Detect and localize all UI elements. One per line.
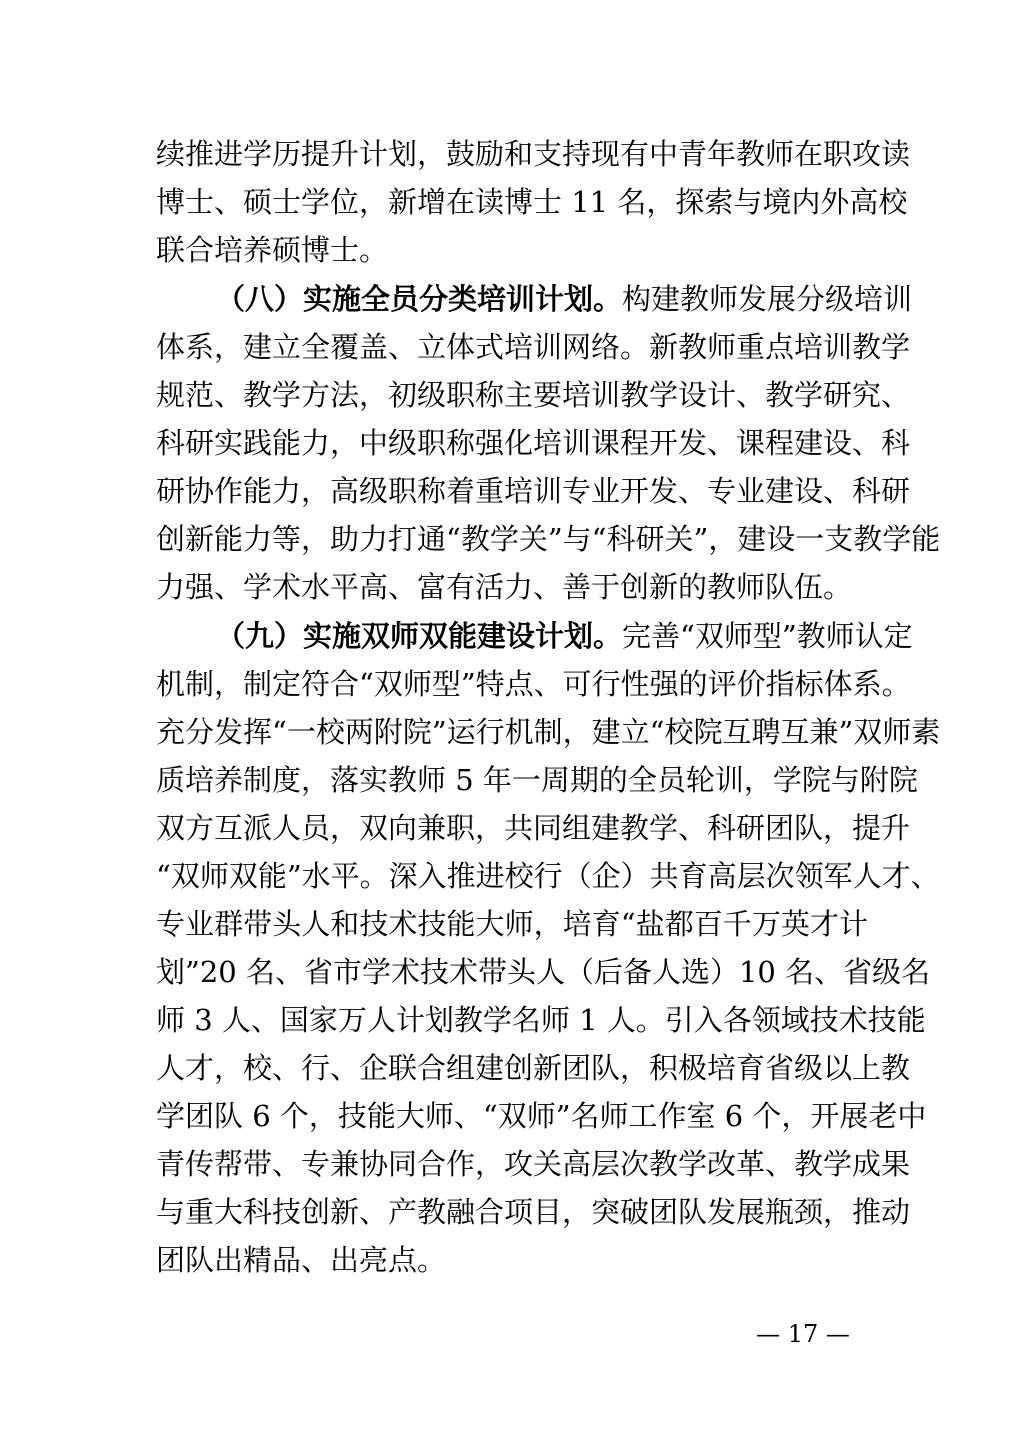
text-line: 师 3 人、国家万人计划教学名师 1 人。引入各领域技术技能	[156, 1003, 926, 1037]
text-line: 双方互派人员，双向兼职，共同组建教学、科研团队，提升	[156, 811, 911, 845]
text-span: 完善“双师型”教师认定	[622, 619, 913, 653]
text-line: 专业群带头人和技术技能大师，培育“盐都百千万英才计	[156, 907, 868, 941]
section-heading: （八）实施全员分类培训计划。	[216, 282, 623, 316]
text-line: 与重大科技创新、产教融合项目，突破团队发展瓶颈，推动	[156, 1195, 911, 1229]
text-line: 质培养制度，落实教师 5 年一周期的全员轮训，学院与附院	[156, 763, 918, 797]
text-line: 青传帮带、专兼协同合作，攻关高层次教学改革、教学成果	[156, 1147, 911, 1181]
text-line: 科研实践能力，中级职称强化培训课程开发、课程建设、科	[156, 426, 911, 460]
text-line: 团队出精品、出亮点。	[156, 1243, 447, 1277]
paragraph-first-line	[216, 279, 913, 319]
text-line: 机制，制定符合“双师型”特点、可行性强的评价指标体系。	[156, 667, 911, 701]
text-line: 力强、学术水平高、富有活力、善于创新的教师队伍。	[156, 570, 853, 604]
text-line: 联合培养硕博士。	[156, 233, 389, 267]
text-line: 续推进学历提升计划，鼓励和支持现有中青年教师在职攻读	[156, 137, 911, 171]
text-line: 创新能力等，助力打通“教学关”与“科研关”，建设一支教学能	[156, 522, 941, 556]
text-line: 研协作能力，高级职称着重培训专业开发、专业建设、科研	[156, 474, 911, 508]
text-line: 体系，建立全覆盖、立体式培训网络。新教师重点培训教学	[156, 330, 911, 364]
text-span: 构建教师发展分级培训	[622, 282, 913, 316]
text-line: 规范、教学方法，初级职称主要培训教学设计、教学研究、	[156, 378, 911, 412]
paragraph-first-line	[216, 616, 913, 656]
text-line: 人才，校、行、企联合组建创新团队，积极培育省级以上教	[156, 1051, 911, 1085]
text-line: “双师双能”水平。深入推进校行（企）共育高层次领军人才、	[156, 859, 940, 893]
text-line: 划”20 名、省市学术技术带头人（后备人选）10 名、省级名	[156, 955, 931, 989]
text-line: 学团队 6 个，技能大师、“双师”名师工作室 6 个，开展老中	[156, 1099, 927, 1133]
text-line: 博士、硕士学位，新增在读博士 11 名，探索与境内外高校	[156, 185, 908, 219]
page-number: — 17 —	[756, 1320, 850, 1348]
section-heading: （九）实施双师双能建设计划。	[216, 619, 623, 653]
text-line: 充分发挥“一校两附院”运行机制，建立“校院互聘互兼”双师素	[156, 715, 941, 749]
